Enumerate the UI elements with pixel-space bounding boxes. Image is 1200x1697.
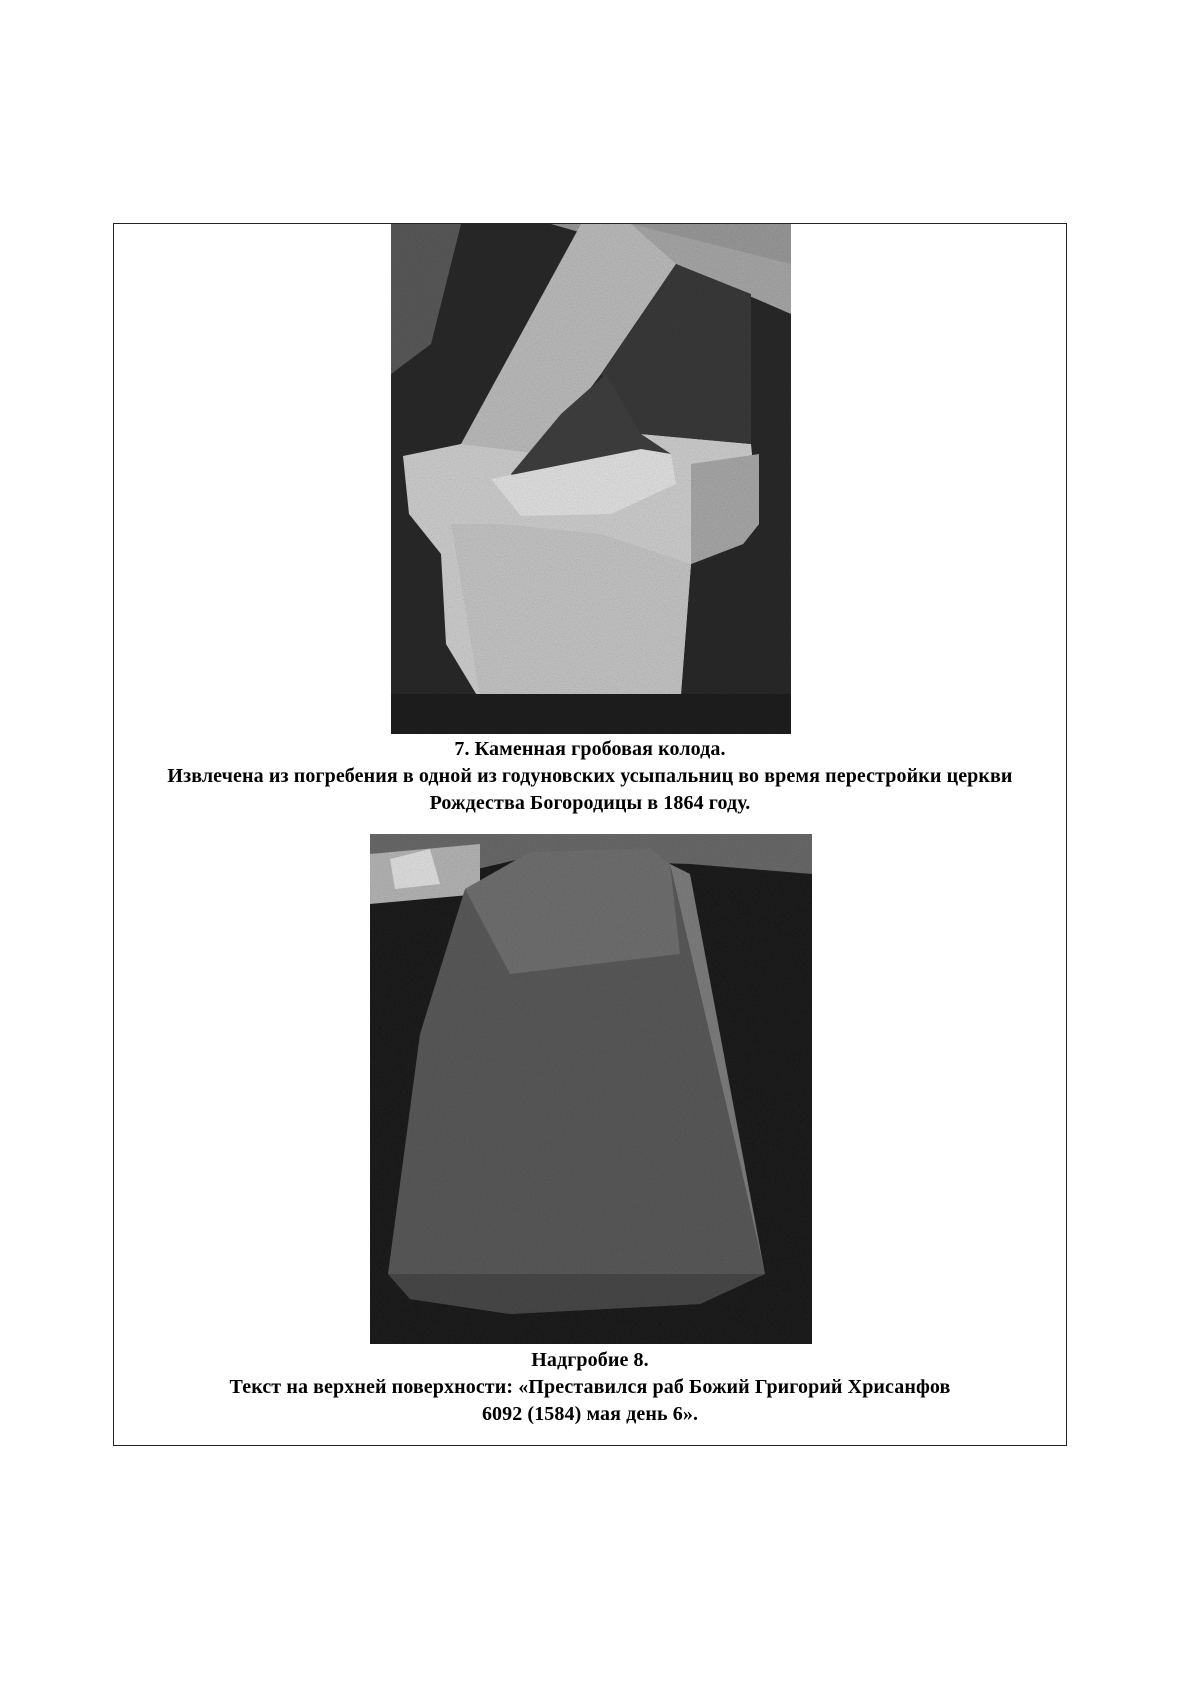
stone-coffin-photo bbox=[391, 224, 791, 734]
caption-line: 6092 (1584) мая день 6». bbox=[481, 1403, 699, 1425]
figure-7-caption bbox=[114, 736, 1066, 817]
gravestone-photo bbox=[370, 834, 812, 1344]
caption-line: 7. Каменная гробовая колода. bbox=[454, 738, 726, 760]
figure-frame bbox=[113, 223, 1067, 1446]
figure-8-caption bbox=[114, 1347, 1066, 1428]
caption-line: Надгробие 8. bbox=[531, 1349, 649, 1371]
caption-line: Извлечена из погребения в одной из годуновских усыпальниц во время перестройки церкви bbox=[167, 765, 1013, 787]
caption-line: Рождества Богородицы в 1864 году. bbox=[429, 792, 751, 814]
caption-line: Текст на верхней поверхности: «Преставился раб Божий Григорий Хрисанфов bbox=[229, 1376, 951, 1398]
